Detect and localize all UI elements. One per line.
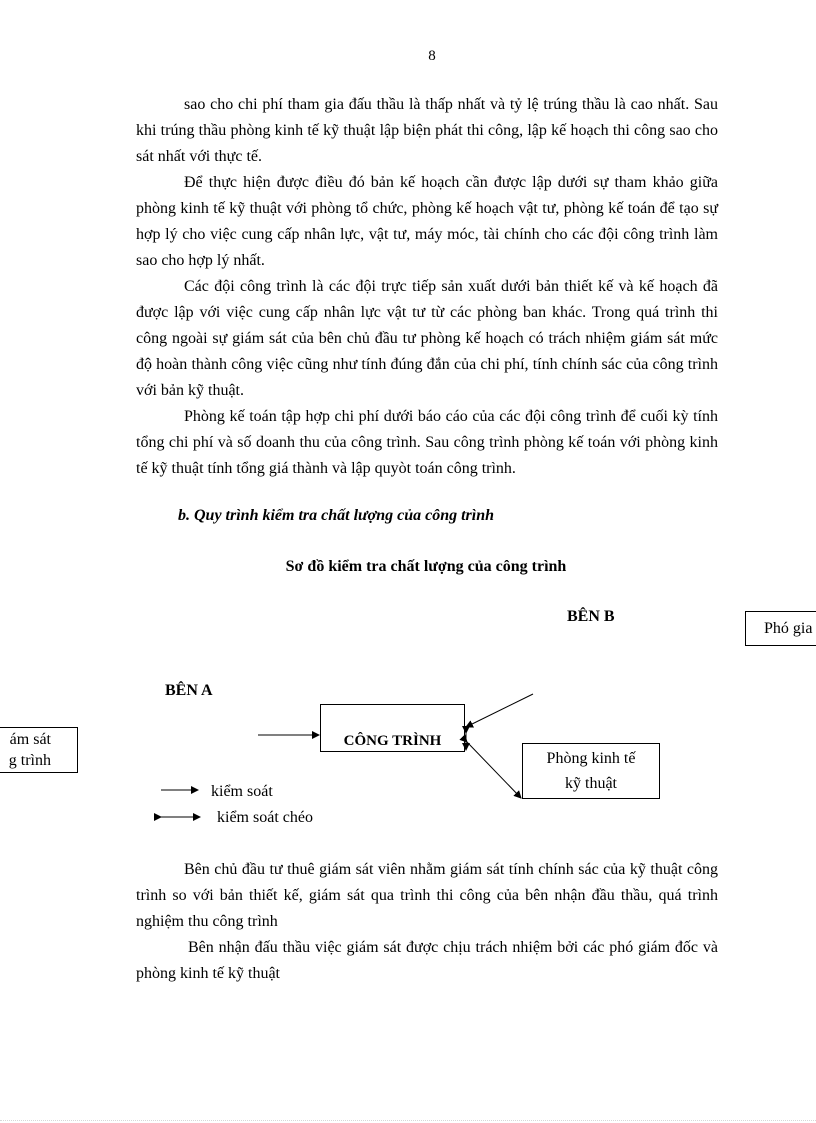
paragraph: Phòng kế toán tập hợp chi phí dưới báo cáo của các đội công trình để cuối kỳ tính tổng chi phí và số doanh thu của công trình. Sau công trình phòng kế toán với phòng kinh tế kỹ thuật tính tổng giá thành và lập quyòt toán công trình. <box>136 408 718 477</box>
supervision-box-line-2: g trình <box>8 752 51 769</box>
tech-economics-dept-line-1: Phòng kinh tế <box>546 750 636 767</box>
diagram-title: Sơ đồ kiểm tra chất lượng của công trình <box>285 558 567 575</box>
paragraph: Bên nhận đấu thầu việc giám sát được chịu trách nhiệm bởi các phó giám đốc và phòng kinh tế kỹ thuật <box>136 939 718 982</box>
paragraph: sao cho chi phí tham gia đấu thầu là thấp nhất và tỷ lệ trúng thầu là cao nhất. Sau khi trúng thầu phòng kinh tế kỹ thuật lập biện phát thi công, lập kế hoạch thi công sao cho sát nhất với thực tế. <box>136 96 718 165</box>
cross-control-arrow <box>467 742 521 798</box>
vice-director-box-text: Phó gia <box>764 620 813 637</box>
paragraph: Để thực hiện được điều đó bản kế hoạch cần được lập dưới sự tham khảo giữa phòng kinh tế kỹ thuật với phòng tổ chức, phòng kế hoạch vật tư, phòng kế toán để tạo sự hợp lý cho việc cung cấp nhân lực, vật tư, máy móc, tài chính cho các đội công trình làm sao cho hợp lý nhất. <box>136 174 718 269</box>
legend-cross-control-label: kiểm soát chéo <box>217 809 313 826</box>
body-text-bottom <box>136 857 718 987</box>
construction-box-text: CÔNG TRÌNH <box>343 733 442 749</box>
tech-economics-dept-line-2: kỹ thuật <box>565 775 617 792</box>
page-number: 8 <box>428 48 436 64</box>
party-a-label: BÊN A <box>165 682 213 699</box>
party-b-label: BÊN B <box>567 608 615 625</box>
section-subheading: b. Quy trình kiểm tra chất lượng của công trình <box>178 507 495 524</box>
supervision-box-line-1: ám sát <box>9 731 51 748</box>
legend-control-label: kiểm soát <box>211 783 273 800</box>
paragraph: Bên chủ đầu tư thuê giám sát viên nhằm giám sát tính chính sác của kỹ thuật công trình so với bản thiết kế, giám sát qua trình thi công của bên nhận đầu thầu, quá trình nghiệm thu công trình <box>136 861 718 930</box>
arrow-from-party-b <box>466 694 533 727</box>
page-bottom-divider <box>0 1120 816 1121</box>
paragraph: Các đội công trình là các đội trực tiếp sản xuất dưới bản thiết kế và kế hoạch đã được lập với việc cung cấp nhân lực vật tư từ các phòng ban khác. Trong quá trình thi công ngoài sự giám sát của bên chủ đầu tư phòng kế hoạch có trách nhiệm giám sát mức độ hoàn thành công việc cũng như tính đúng đắn của chi phí, tính chính sác của công trình với bản kỹ thuật. <box>136 278 718 399</box>
